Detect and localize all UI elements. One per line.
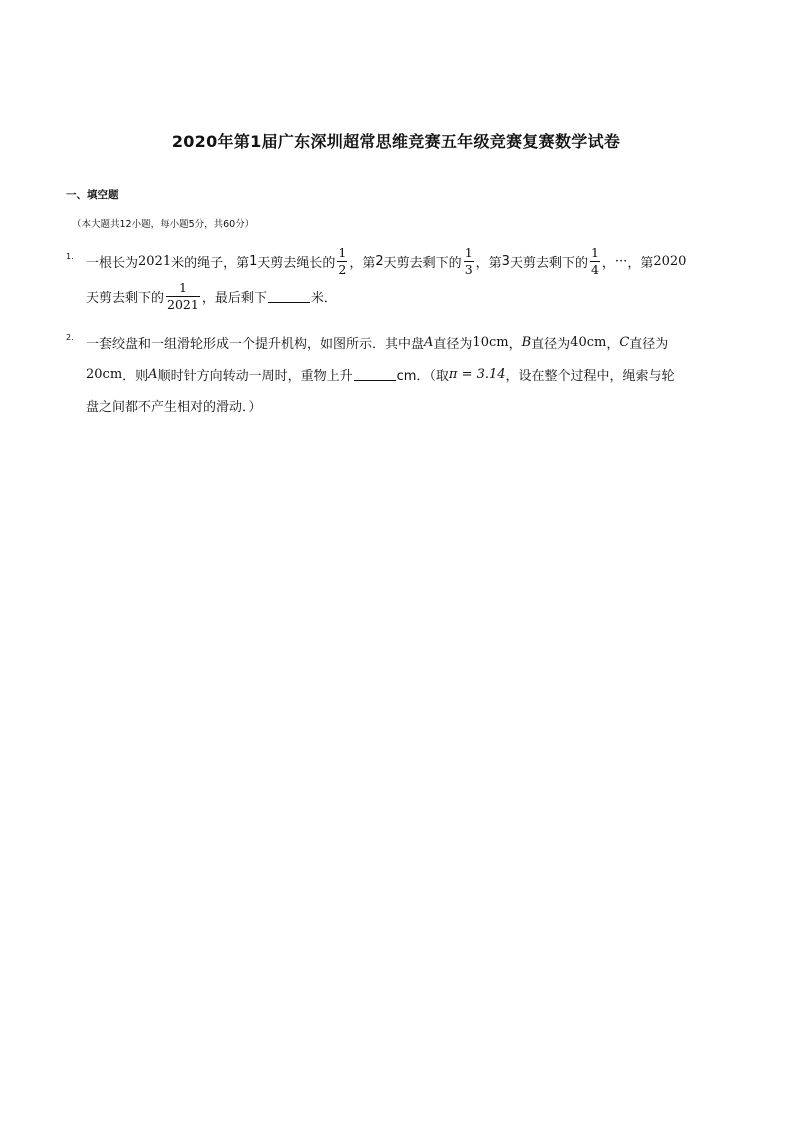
text: 直径为 [531, 336, 571, 352]
text: 天剪去剩下的 [383, 255, 462, 271]
section-heading: 一、填空题 [66, 189, 119, 201]
answer-blank[interactable] [354, 368, 396, 381]
question-2-line-2 [86, 365, 675, 383]
fraction [464, 246, 474, 277]
page-title: 2020年第1届广东深圳超常思维竞赛五年级竞赛复赛数学试卷 [171, 132, 621, 151]
question-1-line-2 [86, 278, 337, 314]
math-variable: B [521, 334, 532, 350]
number: 1 [249, 253, 258, 269]
text: ，第 [627, 255, 654, 271]
math-quantity: 10cm [472, 334, 509, 350]
text: 盘之间都不产生相对的滑动．） [86, 399, 262, 415]
section-note: （本大题共12小题，每小题5分，共60分） [72, 219, 255, 230]
fraction [590, 246, 600, 277]
denominator: 4 [590, 261, 599, 277]
ellipsis: ··· [614, 253, 628, 269]
question-1-line-1 [86, 243, 686, 279]
math-variable: A [148, 366, 158, 382]
numerator: 1 [590, 244, 599, 260]
number: 2 [375, 253, 384, 269]
question-number: 2. [66, 333, 74, 342]
denominator: 2021 [167, 296, 199, 312]
numerator: 1 [338, 244, 347, 260]
fraction [166, 281, 200, 312]
text: cm．（取 [396, 368, 449, 384]
answer-blank[interactable] [268, 290, 310, 303]
text: 一根长为 [86, 255, 139, 271]
denominator: 2 [338, 261, 347, 277]
question-2-line-3 [86, 396, 262, 414]
text: 天剪去剩下的 [86, 290, 165, 306]
numerator: 1 [464, 244, 473, 260]
text: 直径为 [433, 336, 473, 352]
math-number: 2020 [653, 253, 687, 269]
text: 米的绳子，第 [171, 255, 250, 271]
text: ，第 [475, 255, 502, 271]
math-variable: C [619, 334, 630, 350]
text: ，最后剩下 [201, 290, 267, 306]
denominator: 3 [464, 261, 473, 277]
text: ，第 [349, 255, 376, 271]
question-number: 1. [66, 252, 74, 261]
text: ．则 [122, 368, 149, 384]
text: 天剪去绳长的 [257, 255, 336, 271]
text: 米． [310, 290, 337, 306]
question-2-line-1 [86, 333, 668, 351]
text: 顺时针方向转动一周时，重物上升 [157, 368, 353, 384]
math-expression: π = 3.14 [448, 366, 506, 382]
text: 一套绞盘和一组滑轮形成一个提升机构，如图所示．其中盘 [86, 336, 425, 352]
math-variable: A [424, 334, 434, 350]
math-number: 2021 [138, 253, 172, 269]
number: 3 [501, 253, 510, 269]
text: ， [601, 255, 615, 271]
numerator: 1 [178, 279, 187, 295]
text: ， [508, 336, 522, 352]
text: ，设在整个过程中，绳索与轮 [505, 368, 675, 384]
text: ， [606, 336, 620, 352]
math-quantity: 40cm [570, 334, 607, 350]
fraction [337, 246, 347, 277]
text: 天剪去剩下的 [509, 255, 588, 271]
text: 直径为 [629, 336, 669, 352]
math-quantity: 20cm [86, 366, 123, 382]
